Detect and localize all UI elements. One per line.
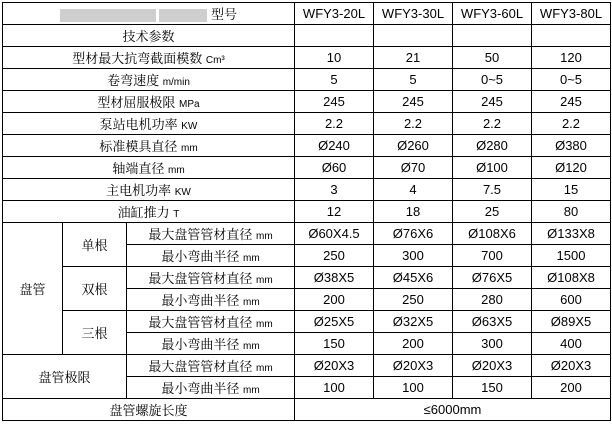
row-value: 400	[532, 333, 611, 355]
table-row	[3, 157, 611, 179]
row-value: 50	[453, 47, 532, 69]
row-value: 250	[295, 245, 374, 267]
row-label	[127, 245, 295, 267]
row-label-text: 主电机功率	[106, 183, 172, 198]
row-value: 245	[374, 91, 453, 113]
row-unit: mm	[242, 297, 260, 308]
header-model-4: WFY3-80L	[532, 3, 611, 25]
row-value: 150	[453, 377, 532, 399]
row-value: Ø100	[453, 157, 532, 179]
row-label-text: 最小弯曲半径	[161, 381, 240, 396]
row-value: 10	[295, 47, 374, 69]
row-label-text: 最大盘管管材直径	[148, 227, 253, 242]
row-unit: Cm³	[205, 55, 225, 66]
table-row	[3, 135, 611, 157]
row-value: 3	[295, 179, 374, 201]
footer-label: 盘管螺旋长度	[3, 399, 295, 421]
row-unit: mm	[242, 341, 260, 352]
param-row-blank-4	[532, 25, 611, 47]
row-label	[127, 289, 295, 311]
coil-limit-group-label: 盘管极限	[3, 355, 127, 399]
table-row	[3, 223, 611, 245]
row-value: 280	[453, 289, 532, 311]
header-model-2: WFY3-30L	[374, 3, 453, 25]
row-value: Ø60X4.5	[295, 223, 374, 245]
row-value: 4	[374, 179, 453, 201]
row-unit: mm	[255, 231, 273, 242]
row-unit: mm	[180, 143, 198, 154]
table-row	[3, 113, 611, 135]
row-label	[3, 135, 295, 157]
row-label-text: 标准模具直径	[99, 139, 178, 154]
row-value: Ø108X6	[453, 223, 532, 245]
row-unit: mm	[255, 319, 273, 330]
row-unit: KW	[181, 121, 198, 132]
row-value: 200	[295, 289, 374, 311]
row-value: Ø20X3	[295, 355, 374, 377]
row-value: 300	[453, 333, 532, 355]
row-value: Ø240	[295, 135, 374, 157]
row-value: 2.2	[374, 113, 453, 135]
row-value: 100	[295, 377, 374, 399]
row-label-text: 型材屈服极限	[97, 95, 176, 110]
row-label	[127, 267, 295, 289]
row-label	[3, 113, 295, 135]
table-row	[3, 69, 611, 91]
row-label	[3, 201, 295, 223]
row-value: 200	[374, 333, 453, 355]
row-value: 2.2	[295, 113, 374, 135]
row-value: 5	[295, 69, 374, 91]
row-label	[3, 69, 295, 91]
row-unit: T	[173, 209, 180, 220]
row-value: Ø120	[532, 157, 611, 179]
row-label	[3, 157, 295, 179]
table-row	[3, 179, 611, 201]
table-footer-row	[3, 399, 611, 421]
footer-value: ≤6000mm	[295, 399, 611, 421]
header-model-1: WFY3-20L	[295, 3, 374, 25]
row-value: 120	[532, 47, 611, 69]
param-label-row	[3, 25, 611, 47]
row-value: 80	[532, 201, 611, 223]
row-label	[3, 47, 295, 69]
row-value: 2.2	[453, 113, 532, 135]
row-value: Ø89X5	[532, 311, 611, 333]
row-label	[127, 333, 295, 355]
row-value: 21	[374, 47, 453, 69]
table-row	[3, 47, 611, 69]
row-value: 245	[453, 91, 532, 113]
row-value: 250	[374, 289, 453, 311]
row-value: 1500	[532, 245, 611, 267]
coil-subgroup-triple-label: 三根	[63, 311, 127, 355]
row-label-text: 泵站电机功率	[99, 117, 178, 132]
table-row	[3, 355, 611, 377]
row-unit: m/min	[162, 77, 190, 88]
row-value: Ø280	[453, 135, 532, 157]
row-value: 0~5	[453, 69, 532, 91]
row-value: 700	[453, 245, 532, 267]
row-label	[127, 311, 295, 333]
row-value: 12	[295, 201, 374, 223]
row-value: 245	[295, 91, 374, 113]
row-value: 300	[374, 245, 453, 267]
row-value: Ø20X3	[532, 355, 611, 377]
coil-group-label: 盘管	[3, 223, 63, 355]
coil-subgroup-single-label: 单根	[63, 223, 127, 267]
redacted-block-1	[60, 9, 156, 22]
table-row	[3, 311, 611, 333]
row-value: Ø133X8	[532, 223, 611, 245]
header-model-label: 型号	[210, 7, 237, 22]
row-unit: KW	[174, 187, 191, 198]
table-row	[3, 201, 611, 223]
param-row-blank-3	[453, 25, 532, 47]
row-value: Ø20X3	[374, 355, 453, 377]
row-label	[127, 223, 295, 245]
table-row	[3, 267, 611, 289]
row-value: Ø45X6	[374, 267, 453, 289]
param-row-blank-2	[374, 25, 453, 47]
row-value: Ø63X5	[453, 311, 532, 333]
table-row	[3, 91, 611, 113]
row-label-text: 油缸推力	[117, 205, 170, 220]
row-label-text: 最大盘管管材直径	[148, 359, 253, 374]
row-label-text: 型材最大抗弯截面模数	[72, 51, 203, 66]
param-row-blank-1	[295, 25, 374, 47]
header-model-cell	[3, 3, 295, 25]
coil-subgroup-double-label: 双根	[63, 267, 127, 311]
row-value: Ø60	[295, 157, 374, 179]
specification-table	[2, 2, 611, 421]
row-value: 200	[532, 377, 611, 399]
table-header-row	[3, 3, 611, 25]
parameters-label: 技术参数	[3, 25, 295, 47]
row-value: Ø70	[374, 157, 453, 179]
row-unit: mm	[167, 165, 185, 176]
row-label-text: 轴端直径	[112, 161, 165, 176]
row-label	[127, 377, 295, 399]
row-label-text: 最小弯曲半径	[161, 337, 240, 352]
row-unit: mm	[242, 253, 260, 264]
row-value: Ø32X5	[374, 311, 453, 333]
row-value: 0~5	[532, 69, 611, 91]
row-label-text: 最大盘管管材直径	[148, 315, 253, 330]
row-value: 15	[532, 179, 611, 201]
row-value: 25	[453, 201, 532, 223]
row-label-text: 最小弯曲半径	[161, 249, 240, 264]
row-unit: mm	[255, 275, 273, 286]
row-unit: mm	[255, 363, 273, 374]
row-value: 7.5	[453, 179, 532, 201]
row-value: Ø76X5	[453, 267, 532, 289]
row-value: 2.2	[532, 113, 611, 135]
row-label-text: 最小弯曲半径	[161, 293, 240, 308]
redacted-block-2	[159, 9, 207, 22]
row-value: Ø380	[532, 135, 611, 157]
row-unit: MPa	[179, 99, 200, 110]
row-value: 5	[374, 69, 453, 91]
row-value: Ø25X5	[295, 311, 374, 333]
row-value: 18	[374, 201, 453, 223]
row-value: Ø20X3	[453, 355, 532, 377]
row-label	[127, 355, 295, 377]
row-label-text: 卷弯速度	[107, 73, 160, 88]
row-label	[3, 179, 295, 201]
row-value: Ø260	[374, 135, 453, 157]
row-value: 100	[374, 377, 453, 399]
row-value: 150	[295, 333, 374, 355]
row-label	[3, 91, 295, 113]
row-value: 600	[532, 289, 611, 311]
row-value: Ø108X8	[532, 267, 611, 289]
header-model-3: WFY3-60L	[453, 3, 532, 25]
row-value: Ø38X5	[295, 267, 374, 289]
row-label-text: 最大盘管管材直径	[148, 271, 253, 286]
row-value: 245	[532, 91, 611, 113]
row-unit: mm	[242, 385, 260, 396]
row-value: Ø76X6	[374, 223, 453, 245]
